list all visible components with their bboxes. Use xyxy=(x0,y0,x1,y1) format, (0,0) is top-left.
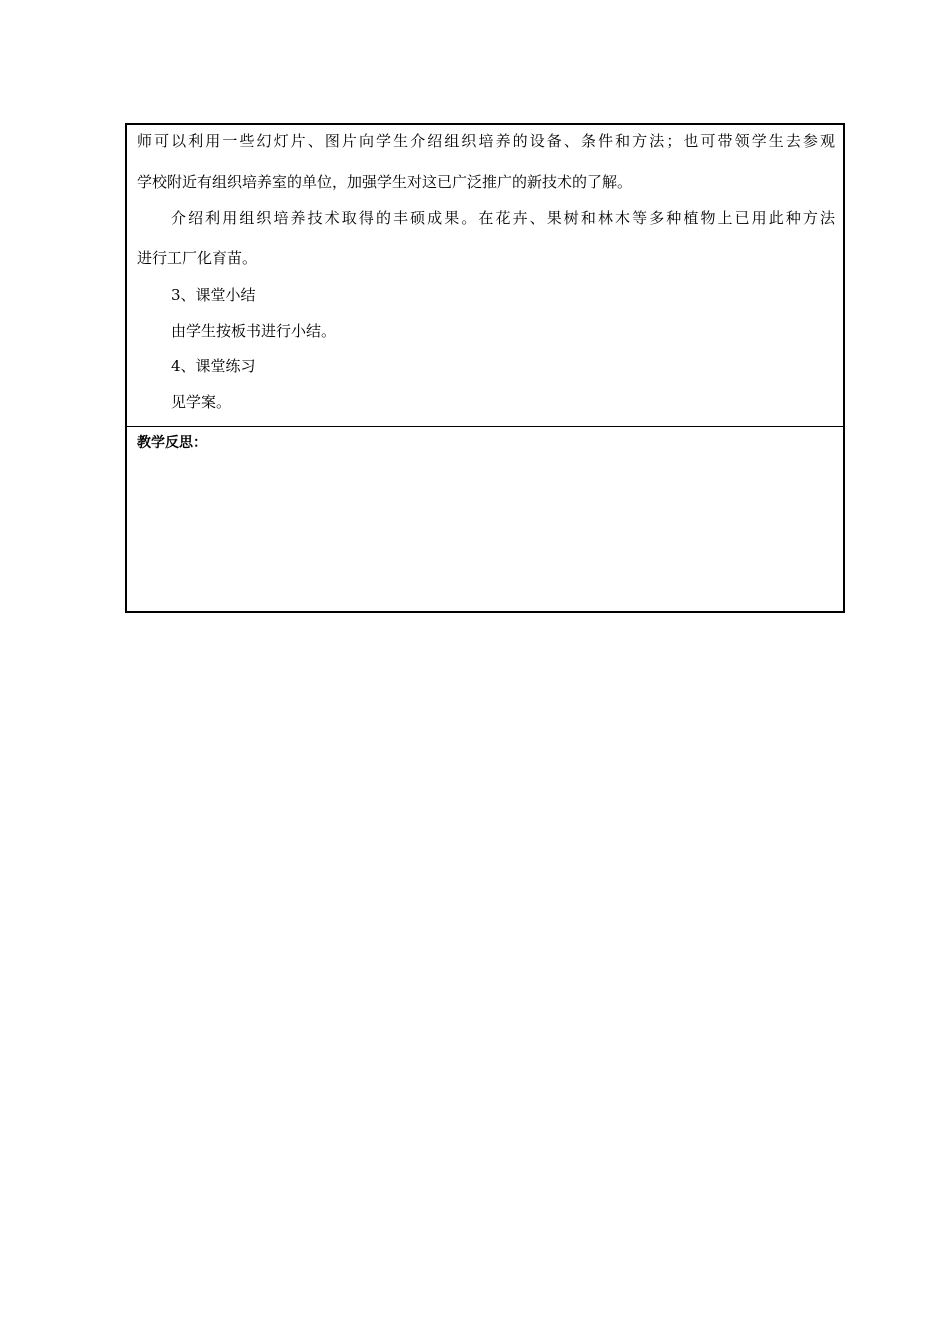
section-4-text: 见学案。 xyxy=(171,393,232,411)
paragraph-1-line-1: 师可以利用一些幻灯片、图片向学生介绍组织培养的设备、条件和方法；也可带领学生去参观 xyxy=(137,132,835,150)
content-cell xyxy=(127,125,843,427)
lesson-plan-table xyxy=(125,123,845,613)
section-4-heading: 4、课堂练习 xyxy=(171,357,256,375)
paragraph-2-line-2: 进行工厂化育苗。 xyxy=(137,249,258,267)
section-3-heading: 3、课堂小结 xyxy=(171,286,256,304)
section-3-text: 由学生按板书进行小结。 xyxy=(171,322,337,340)
reflection-cell xyxy=(127,427,843,611)
paragraph-1-line-2: 学校附近有组织培养室的单位，加强学生对这已广泛推广的新技术的了解。 xyxy=(137,173,633,191)
reflection-label: 教学反思： xyxy=(137,435,207,451)
paragraph-2-line-1: 介绍利用组织培养技术取得的丰硕成果。在花卉、果树和林木等多种植物上已用此种方法 xyxy=(171,209,835,227)
